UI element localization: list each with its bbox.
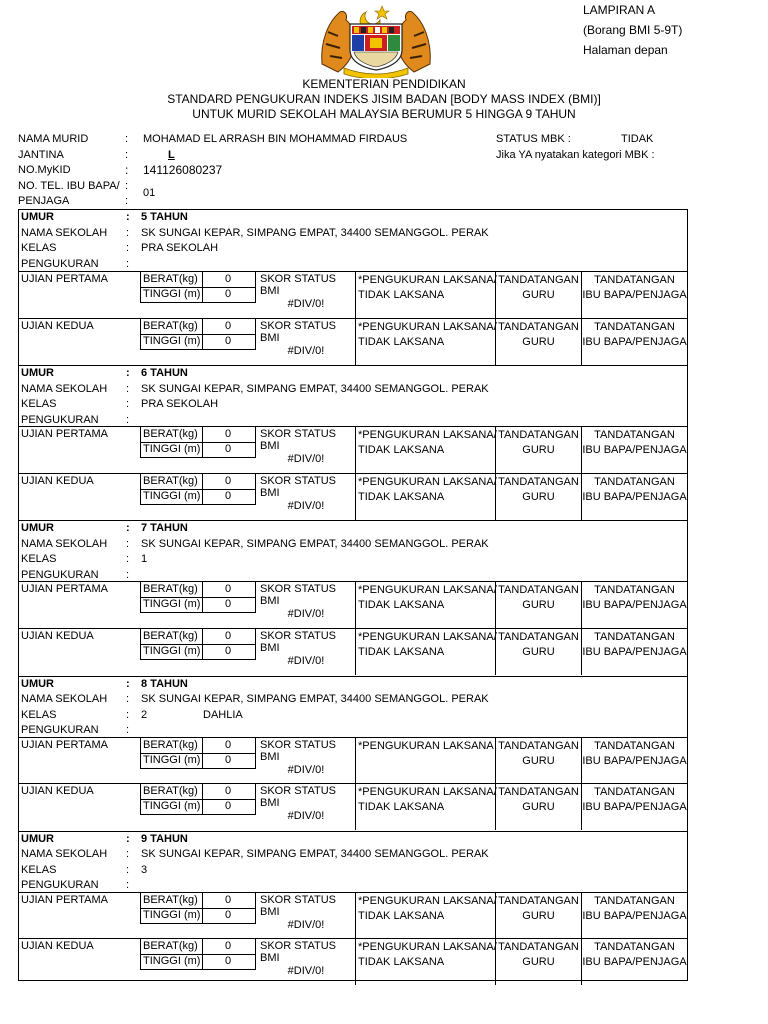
umur-label: UMUR [21, 211, 54, 223]
tel-label-2: PENJAGA [18, 194, 70, 207]
guru-sign-label: TANDATANGAN [498, 894, 579, 907]
umur-label: UMUR [21, 677, 54, 690]
age-section [19, 831, 687, 894]
umur-label: UMUR [21, 367, 54, 380]
guru-sign-label: TANDATANGAN [498, 320, 579, 333]
nama-label: NAMA MURID [18, 133, 89, 145]
guru-sign-label: TANDATANGAN [498, 786, 579, 799]
tinggi-value: 0 [225, 598, 232, 611]
tinggi-value: 0 [225, 288, 232, 300]
skor-cell [256, 582, 356, 628]
kelas-label: KELAS [21, 398, 57, 411]
skor-cell [256, 738, 356, 784]
guru-label: GURU [522, 754, 555, 767]
tinggi-label: TINGGI (m) [143, 955, 201, 968]
test-row [19, 737, 687, 784]
page-heading [0, 77, 768, 122]
laksana-text [358, 273, 497, 303]
parent-signature-cell [582, 939, 687, 986]
berat-value: 0 [225, 273, 232, 285]
parent-label: IBU BAPA/PENJAGA [582, 335, 687, 348]
laksana-line1: *PENGUKURAN LAKSANA/ [358, 941, 497, 954]
umur-value: 5 TAHUN [141, 211, 188, 223]
parent-signature-cell [582, 738, 687, 785]
guru-signature-cell [496, 893, 582, 939]
parent-signature-cell [582, 582, 687, 629]
umur-value: 9 TAHUN [141, 832, 188, 845]
guru-signature-cell [496, 582, 582, 628]
mbk-note: Jika YA nyatakan kategori MBK : [496, 148, 655, 161]
lampiran-block [583, 0, 682, 60]
skor-cell [256, 272, 356, 318]
sekolah-label: NAMA SEKOLAH [21, 382, 108, 395]
kelas-value: 1 [141, 553, 148, 566]
measure-cells [140, 582, 256, 613]
skor-value: #DIV/0! [287, 810, 325, 823]
kelas-value: 2 [141, 708, 148, 721]
parent-label: IBU BAPA/PENJAGA [582, 801, 687, 814]
laksana-line1: *PENGUKURAN LAKSANA/ [358, 630, 497, 643]
test-name: UJIAN KEDUA [21, 629, 94, 642]
age-section [19, 365, 687, 428]
mykid-value: 141126080237 [143, 163, 223, 177]
laksana-line1: *PENGUKURAN LAKSANA/ [358, 584, 497, 597]
measure-cells [140, 629, 256, 660]
laksana-line2: TIDAK LAKSANA [358, 956, 445, 969]
test-row [19, 628, 687, 675]
colon: : [126, 724, 130, 737]
berat-value: 0 [225, 428, 232, 441]
guru-signature-cell [496, 629, 582, 675]
laksana-line2: TIDAK LAKSANA [358, 289, 445, 301]
laksana-line1: *PENGUKURAN LAKSANA [358, 739, 494, 752]
parent-signature-cell [582, 893, 687, 940]
parent-sign-label: TANDATANGAN [594, 786, 675, 799]
kelas-label: KELAS [21, 242, 57, 254]
measure-cells [140, 738, 256, 769]
guru-label: GURU [522, 956, 555, 969]
kelas-value: PRA SEKOLAH [141, 242, 219, 254]
skor-label: SKOR STATUS BMI [260, 629, 336, 654]
test-row [19, 426, 687, 473]
colon: : [126, 382, 130, 395]
guru-sign-label: TANDATANGAN [498, 739, 579, 752]
berat-value: 0 [225, 893, 232, 906]
age-section [19, 210, 687, 272]
laksana-text [358, 940, 497, 970]
tinggi-label: TINGGI (m) [143, 644, 201, 657]
form-title: STANDARD PENGUKURAN INDEKS JISIM BADAN [BODY MASS INDEX (BMI)] [167, 92, 601, 106]
test-row [19, 783, 687, 830]
tinggi-value: 0 [225, 489, 232, 502]
pengukuran-label: PENGUKURAN [21, 568, 99, 581]
tel-value: 01 [143, 187, 156, 199]
parent-label: IBU BAPA/PENJAGA [582, 754, 687, 767]
laksana-line1: *PENGUKURAN LAKSANA/ [358, 894, 497, 907]
umur-value: 6 TAHUN [141, 367, 188, 380]
parent-label: IBU BAPA/PENJAGA [582, 909, 687, 922]
guru-label: GURU [522, 599, 555, 612]
guru-signature-cell [496, 738, 582, 784]
berat-label: BERAT(kg) [143, 785, 198, 798]
skor-label: SKOR STATUS BMI [260, 319, 336, 344]
tinggi-label: TINGGI (m) [143, 753, 201, 766]
skor-label: SKOR STATUS BMI [260, 273, 336, 297]
parent-sign-label: TANDATANGAN [594, 429, 675, 442]
sekolah-value: SK SUNGAI KEPAR, SIMPANG EMPAT, 34400 SEMANGGOL. PERAK [141, 537, 489, 550]
skor-cell [256, 319, 356, 365]
tinggi-value: 0 [225, 955, 232, 968]
test-name: UJIAN PERTAMA [21, 583, 108, 596]
berat-value: 0 [225, 629, 232, 642]
berat-label: BERAT(kg) [143, 738, 198, 751]
parent-label: IBU BAPA/PENJAGA [582, 490, 687, 503]
test-name: UJIAN KEDUA [21, 940, 94, 953]
berat-label: BERAT(kg) [143, 428, 198, 441]
tinggi-value: 0 [225, 908, 232, 921]
kelas-label: KELAS [21, 553, 57, 566]
guru-sign-label: TANDATANGAN [498, 630, 579, 643]
test-row [19, 581, 687, 628]
umur-value: 8 TAHUN [141, 677, 188, 690]
berat-label: BERAT(kg) [143, 273, 198, 285]
umur-label: UMUR [21, 522, 54, 535]
sekolah-label: NAMA SEKOLAH [21, 693, 108, 706]
test-name: UJIAN KEDUA [21, 474, 94, 487]
berat-label: BERAT(kg) [143, 474, 198, 487]
kelas-label: KELAS [21, 863, 57, 876]
skor-label: SKOR STATUS BMI [260, 785, 336, 810]
umur-label: UMUR [21, 832, 54, 845]
parent-label: IBU BAPA/PENJAGA [582, 645, 687, 658]
berat-label: BERAT(kg) [143, 629, 198, 642]
colon: : [126, 367, 130, 380]
form-subtitle: UNTUK MURID SEKOLAH MALAYSIA BERUMUR 5 HINGGA 9 TAHUN [192, 107, 576, 121]
tinggi-label: TINGGI (m) [143, 598, 201, 611]
kelas-value: 3 [141, 863, 148, 876]
colon: : [126, 242, 130, 254]
skor-value: #DIV/0! [287, 344, 325, 357]
berat-value: 0 [225, 738, 232, 751]
guru-signature-cell [496, 272, 582, 318]
test-name: UJIAN PERTAMA [21, 738, 108, 751]
colon: : [126, 553, 130, 566]
mbk-value: TIDAK [621, 133, 654, 145]
sekolah-value: SK SUNGAI KEPAR, SIMPANG EMPAT, 34400 SEMANGGOL. PERAK [141, 693, 489, 706]
guru-sign-label: TANDATANGAN [498, 274, 579, 286]
parent-sign-label: TANDATANGAN [594, 894, 675, 907]
tel-label: NO. TEL. IBU BAPA/ [18, 179, 120, 192]
coat-of-arms-icon [314, 2, 438, 78]
skor-cell [256, 427, 356, 473]
measure-cells [140, 939, 256, 970]
parent-signature-cell [582, 272, 687, 319]
sekolah-label: NAMA SEKOLAH [21, 537, 108, 550]
colon: : [125, 194, 129, 207]
guru-signature-cell [496, 319, 582, 365]
skor-value: #DIV/0! [287, 763, 325, 776]
tinggi-value: 0 [225, 800, 232, 813]
lampiran-page-label: Halaman depan [583, 43, 668, 57]
student-info [18, 132, 698, 209]
laksana-line1: *PENGUKURAN LAKSANA/ [358, 429, 497, 442]
measure-cells [140, 893, 256, 924]
laksana-line2: TIDAK LAKSANA [358, 599, 445, 612]
berat-value: 0 [225, 583, 232, 596]
laksana-text [358, 428, 497, 458]
guru-sign-label: TANDATANGAN [498, 941, 579, 954]
laksana-line2: TIDAK LAKSANA [358, 335, 445, 348]
skor-label: SKOR STATUS BMI [260, 583, 336, 608]
guru-label: GURU [522, 909, 555, 922]
skor-value: #DIV/0! [287, 298, 325, 310]
laksana-text [358, 785, 497, 815]
laksana-text [358, 583, 497, 613]
laksana-line2: TIDAK LAKSANA [358, 801, 445, 814]
measure-cells [140, 784, 256, 815]
guru-label: GURU [522, 490, 555, 503]
laksana-line1: *PENGUKURAN LAKSANA/ [358, 274, 497, 286]
guru-label: GURU [522, 645, 555, 658]
skor-cell [256, 893, 356, 939]
parent-signature-cell [582, 319, 687, 366]
laksana-line2: TIDAK LAKSANA [358, 645, 445, 658]
parent-signature-cell [582, 474, 687, 521]
colon: : [126, 257, 130, 270]
test-name: UJIAN PERTAMA [21, 273, 108, 285]
laksana-line2: TIDAK LAKSANA [358, 909, 445, 922]
laksana-text [358, 630, 497, 660]
skor-cell [256, 629, 356, 675]
kelas-name: DAHLIA [203, 708, 243, 721]
laksana-line1: *PENGUKURAN LAKSANA/ [358, 786, 497, 799]
lampiran-title: LAMPIRAN A [583, 3, 656, 17]
laksana-line2: TIDAK LAKSANA [358, 490, 445, 503]
jantina-value: L [168, 148, 175, 161]
jantina-label: JANTINA [18, 148, 64, 161]
laksana-text [358, 320, 497, 350]
sekolah-value: SK SUNGAI KEPAR, SIMPANG EMPAT, 34400 SEMANGGOL. PERAK [141, 226, 489, 239]
laksana-text [358, 739, 494, 754]
colon: : [126, 211, 130, 223]
colon: : [126, 832, 130, 845]
skor-label: SKOR STATUS BMI [260, 474, 336, 499]
colon: : [126, 863, 130, 876]
test-row [19, 473, 687, 520]
colon: : [125, 148, 129, 161]
colon: : [126, 677, 130, 690]
test-name: UJIAN KEDUA [21, 319, 94, 332]
mykid-label: NO.MyKID [18, 164, 71, 176]
skor-label: SKOR STATUS BMI [260, 428, 336, 453]
tinggi-label: TINGGI (m) [143, 288, 201, 300]
nama-value: MOHAMAD EL ARRASH BIN MOHAMMAD FIRDAUS [143, 133, 408, 145]
test-row [19, 271, 687, 318]
guru-sign-label: TANDATANGAN [498, 475, 579, 488]
umur-value: 7 TAHUN [141, 522, 188, 535]
ministry-title: KEMENTERIAN PENDIDIKAN [302, 77, 466, 91]
skor-value: #DIV/0! [287, 654, 325, 667]
skor-value: #DIV/0! [287, 965, 325, 978]
berat-label: BERAT(kg) [143, 893, 198, 906]
measure-cells [140, 474, 256, 505]
test-name: UJIAN KEDUA [21, 785, 94, 798]
tinggi-value: 0 [225, 334, 232, 347]
mbk-label: STATUS MBK : [496, 133, 571, 145]
skor-value: #DIV/0! [287, 499, 325, 512]
pengukuran-label: PENGUKURAN [21, 413, 99, 426]
parent-label: IBU BAPA/PENJAGA [582, 289, 687, 301]
guru-label: GURU [522, 289, 555, 301]
guru-label: GURU [522, 444, 555, 457]
measure-cells [140, 427, 256, 458]
skor-value: #DIV/0! [287, 453, 325, 466]
colon: : [126, 848, 130, 861]
berat-value: 0 [225, 474, 232, 487]
guru-signature-cell [496, 474, 582, 520]
tinggi-label: TINGGI (m) [143, 800, 201, 813]
pengukuran-label: PENGUKURAN [21, 724, 99, 737]
parent-sign-label: TANDATANGAN [594, 630, 675, 643]
tinggi-label: TINGGI (m) [143, 908, 201, 921]
guru-signature-cell [496, 784, 582, 830]
sekolah-value: SK SUNGAI KEPAR, SIMPANG EMPAT, 34400 SEMANGGOL. PERAK [141, 848, 489, 861]
colon: : [126, 693, 130, 706]
parent-signature-cell [582, 427, 687, 474]
colon: : [126, 522, 130, 535]
measure-cells [140, 272, 256, 303]
berat-label: BERAT(kg) [143, 319, 198, 332]
age-section [19, 676, 687, 739]
tinggi-value: 0 [225, 644, 232, 657]
sekolah-label: NAMA SEKOLAH [21, 848, 108, 861]
berat-label: BERAT(kg) [143, 940, 198, 953]
test-name: UJIAN PERTAMA [21, 893, 108, 906]
skor-value: #DIV/0! [287, 918, 325, 931]
skor-label: SKOR STATUS BMI [260, 738, 336, 763]
sekolah-label: NAMA SEKOLAH [21, 226, 108, 239]
test-row [19, 938, 687, 985]
guru-signature-cell [496, 939, 582, 985]
tinggi-value: 0 [225, 443, 232, 456]
colon: : [126, 413, 130, 426]
tinggi-label: TINGGI (m) [143, 489, 201, 502]
pengukuran-label: PENGUKURAN [21, 257, 99, 270]
berat-label: BERAT(kg) [143, 583, 198, 596]
tinggi-label: TINGGI (m) [143, 443, 201, 456]
colon: : [126, 708, 130, 721]
guru-label: GURU [522, 335, 555, 348]
lampiran-form-code: (Borang BMI 5-9T) [583, 23, 683, 37]
parent-label: IBU BAPA/PENJAGA [582, 599, 687, 612]
skor-label: SKOR STATUS BMI [260, 893, 336, 918]
parent-sign-label: TANDATANGAN [594, 941, 675, 954]
parent-signature-cell [582, 629, 687, 676]
colon: : [126, 398, 130, 411]
parent-signature-cell [582, 784, 687, 831]
parent-sign-label: TANDATANGAN [594, 584, 675, 597]
guru-label: GURU [522, 801, 555, 814]
guru-sign-label: TANDATANGAN [498, 584, 579, 597]
colon: : [126, 537, 130, 550]
test-name: UJIAN PERTAMA [21, 428, 108, 441]
colon: : [125, 179, 129, 192]
parent-label: IBU BAPA/PENJAGA [582, 444, 687, 457]
pengukuran-label: PENGUKURAN [21, 879, 99, 892]
berat-value: 0 [225, 785, 232, 798]
parent-sign-label: TANDATANGAN [594, 274, 675, 286]
guru-signature-cell [496, 427, 582, 473]
skor-label: SKOR STATUS BMI [260, 940, 336, 965]
skor-cell [256, 939, 356, 985]
test-row [19, 892, 687, 939]
laksana-line1: *PENGUKURAN LAKSANA/ [358, 320, 497, 333]
skor-cell [256, 474, 356, 520]
colon: : [125, 163, 129, 177]
kelas-value: PRA SEKOLAH [141, 398, 219, 411]
parent-label: IBU BAPA/PENJAGA [582, 956, 687, 969]
guru-sign-label: TANDATANGAN [498, 429, 579, 442]
skor-cell [256, 784, 356, 830]
parent-sign-label: TANDATANGAN [594, 475, 675, 488]
laksana-line1: *PENGUKURAN LAKSANA/ [358, 475, 497, 488]
measurement-table [18, 209, 688, 981]
laksana-text [358, 894, 497, 924]
test-row [19, 318, 687, 365]
age-section [19, 520, 687, 583]
skor-value: #DIV/0! [287, 608, 325, 621]
parent-sign-label: TANDATANGAN [594, 739, 675, 752]
tinggi-label: TINGGI (m) [143, 334, 201, 347]
measure-cells [140, 319, 256, 350]
colon: : [126, 568, 130, 581]
berat-value: 0 [225, 940, 232, 953]
berat-value: 0 [225, 319, 232, 332]
sekolah-value: SK SUNGAI KEPAR, SIMPANG EMPAT, 34400 SEMANGGOL. PERAK [141, 382, 489, 395]
laksana-line2: TIDAK LAKSANA [358, 444, 445, 457]
kelas-label: KELAS [21, 708, 57, 721]
parent-sign-label: TANDATANGAN [594, 320, 675, 333]
colon: : [126, 226, 130, 239]
laksana-text [358, 475, 497, 505]
colon: : [126, 879, 130, 892]
colon: : [125, 133, 129, 145]
tinggi-value: 0 [225, 753, 232, 766]
